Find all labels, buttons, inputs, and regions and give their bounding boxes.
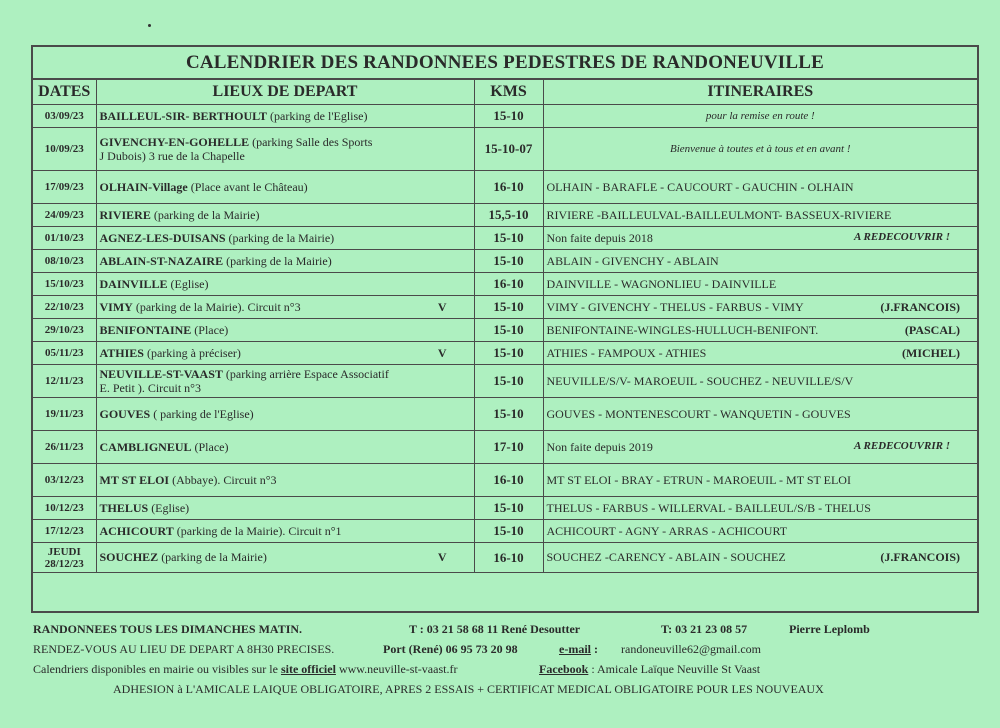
row-mark: V (437, 345, 447, 360)
page-title: CALENDRIER DES RANDONNEES PEDESTRES DE RANDONEUVILLE (33, 47, 977, 80)
row-date-cell (33, 296, 96, 319)
row-itinerary-cell (543, 342, 977, 365)
row-km: 16-10 (474, 171, 543, 204)
row-place-detail: (parking de la Mairie) (150, 207, 260, 222)
row-place-cell (96, 398, 474, 431)
row-date: 10/12/23 (44, 502, 84, 514)
row-date-cell (33, 398, 96, 431)
row-mark: V (437, 299, 447, 314)
row-date: 17/09/23 (44, 181, 84, 193)
row-place-detail: (Eglise) (167, 276, 209, 291)
table-row (33, 128, 977, 171)
row-date-cell (33, 543, 96, 573)
row-place: RIVIERE (99, 207, 151, 222)
row-itinerary: Bienvenue à toutes et à tous et en avant ! (669, 143, 851, 155)
row-place: OLHAIN-Village (99, 179, 188, 194)
row-mark: V (437, 550, 447, 564)
row-guide: (J.FRANCOIS) (880, 550, 960, 564)
row-itinerary-cell (543, 398, 977, 431)
row-itinerary: RIVIERE -BAILLEULVAL-BAILLEULMONT- BASSEUX-RIVIERE (546, 207, 892, 222)
header-lieux: LIEUX DE DEPART (96, 80, 474, 105)
row-place: AGNEZ-LES-DUISANS (99, 230, 226, 245)
row-date: 19/11/23 (44, 408, 84, 420)
row-itinerary-cell (543, 171, 977, 204)
row-place-detail: (parking arrière Espace Associatif (222, 367, 389, 381)
table-row (33, 204, 977, 227)
table-row (33, 520, 977, 543)
footer-site-url[interactable]: www.neuville-st-vaast.fr (335, 662, 458, 676)
row-date-cell (33, 273, 96, 296)
row-date: 01/10/23 (44, 232, 84, 244)
footer-contact-pierre-phone: T: 03 21 23 08 57 (661, 622, 748, 636)
row-rediscover-note: A REDECOUVRIR ! (854, 230, 950, 243)
row-date: 12/11/23 (44, 375, 84, 387)
row-place: ABLAIN-ST-NAZAIRE (99, 253, 224, 268)
row-date-cell (33, 227, 96, 250)
row-km: 17-10 (474, 431, 543, 464)
row-place-detail: (parking de l'Eglise) (267, 108, 368, 123)
row-itinerary: OLHAIN - BARAFLE - CAUCOURT - GAUCHIN - OLHAIN (546, 179, 854, 194)
row-itinerary-cell (543, 250, 977, 273)
row-place-detail: (parking Salle des Sports (249, 135, 373, 149)
row-itinerary-cell (543, 543, 977, 573)
row-place-detail: (parking de la Mairie) (223, 253, 332, 268)
row-place-detail: (parking à préciser) (143, 345, 241, 360)
row-itinerary: VIMY - GIVENCHY - THELUS - FARBUS - VIMY (546, 299, 804, 314)
row-itinerary-cell (543, 319, 977, 342)
row-itinerary-cell (543, 497, 977, 520)
row-km: 16-10 (474, 273, 543, 296)
row-km: 15,5-10 (474, 204, 543, 227)
row-date: 24/09/23 (44, 209, 84, 221)
row-place-cell (96, 319, 474, 342)
header-dates: DATES (33, 80, 96, 105)
row-place: THELUS (99, 500, 149, 515)
row-place-cell (96, 431, 474, 464)
row-place-detail: (Place avant le Château) (187, 179, 308, 194)
table-header-row (33, 80, 977, 105)
row-place: BAILLEUL-SIR- BERTHOULT (99, 108, 268, 123)
row-place-cell (96, 464, 474, 497)
row-km: 15-10 (474, 520, 543, 543)
footer-email-label: e-mail (559, 642, 591, 656)
row-place-cell (96, 520, 474, 543)
row-place: ACHICOURT (99, 523, 174, 538)
row-km: 15-10 (474, 250, 543, 273)
table-row (33, 171, 977, 204)
row-itinerary-cell (543, 365, 977, 398)
table-row (33, 273, 977, 296)
row-km: 15-10 (474, 365, 543, 398)
row-km: 15-10 (474, 296, 543, 319)
row-itinerary-cell (543, 296, 977, 319)
row-date-cell (33, 105, 96, 128)
row-itinerary: SOUCHEZ -CARENCY - ABLAIN - SOUCHEZ (546, 550, 786, 564)
row-place-detail: (Place) (191, 322, 229, 337)
row-date-cell (33, 128, 96, 171)
row-place-cell (96, 497, 474, 520)
row-itinerary: pour la remise en route ! (705, 110, 815, 122)
row-weekday: JEUDI (47, 545, 81, 558)
row-km: 15-10 (474, 319, 543, 342)
footer-email-address[interactable]: randoneuville62@gmail.com (621, 642, 762, 656)
footer-email-colon: : (591, 642, 598, 656)
footer-site-label: site officiel (280, 662, 336, 676)
row-place: SOUCHEZ (99, 550, 159, 564)
footer-port-rene: Port (René) 06 95 73 20 98 (383, 642, 518, 656)
row-date: 03/09/23 (44, 110, 84, 122)
row-place: BENIFONTAINE (99, 322, 192, 337)
row-date: 28/12/23 (44, 557, 84, 570)
row-itinerary: THELUS - FARBUS - WILLERVAL - BAILLEUL/S/B - THELUS (546, 500, 871, 515)
header-kms: KMS (474, 80, 543, 105)
row-place-detail: (parking de la Mairie). Circuit n°1 (173, 523, 342, 538)
table-row (33, 105, 977, 128)
row-itinerary-cell (543, 273, 977, 296)
row-date: 15/10/23 (44, 278, 84, 290)
footer-contact-pierre-name: Pierre Leplomb (789, 622, 870, 636)
row-date: 08/10/23 (44, 255, 84, 267)
footer-membership-note: ADHESION à L'AMICALE LAIQUE OBLIGATOIRE, APRES 2 ESSAIS + CERTIFICAT MEDICAL OBLIGATOIRE POUR LES NOUVEAUX (113, 682, 824, 696)
row-itinerary: ABLAIN - GIVENCHY - ABLAIN (546, 253, 719, 268)
row-place-detail-line2: E. Petit ). Circuit n°3 (99, 381, 201, 395)
row-date-cell (33, 365, 96, 398)
row-km: 15-10-07 (474, 128, 543, 171)
row-date-cell (33, 497, 96, 520)
row-guide: (MICHEL) (902, 345, 960, 360)
row-place-cell (96, 296, 474, 319)
table-row (33, 464, 977, 497)
row-date-cell (33, 431, 96, 464)
row-itinerary: MT ST ELOI - BRAY - ETRUN - MAROEUIL - MT ST ELOI (546, 472, 851, 487)
row-date: 10/09/23 (44, 143, 84, 155)
row-itinerary: BENIFONTAINE-WINGLES-HULLUCH-BENIFONT. (546, 322, 819, 337)
row-place-cell (96, 273, 474, 296)
row-itinerary: Non faite depuis 2019 (546, 439, 653, 454)
row-itinerary-cell (543, 227, 977, 250)
row-place-detail: ( parking de l'Eglise) (150, 406, 254, 421)
row-place-cell (96, 128, 474, 171)
row-place: MT ST ELOI (99, 472, 170, 487)
row-place: VIMY (99, 299, 133, 314)
row-km: 15-10 (474, 497, 543, 520)
table-row (33, 250, 977, 273)
row-place: ATHIES (99, 345, 144, 360)
row-itinerary-cell (543, 105, 977, 128)
table-row (33, 227, 977, 250)
table-row (33, 398, 977, 431)
row-place-detail: (parking de la Mairie) (225, 230, 335, 245)
row-itinerary-cell (543, 204, 977, 227)
row-date-cell (33, 342, 96, 365)
row-place-cell (96, 204, 474, 227)
row-place-detail: (Eglise) (148, 500, 190, 515)
row-date-cell (33, 250, 96, 273)
row-km: 16-10 (474, 543, 543, 573)
calendar-frame (31, 45, 979, 613)
row-date-cell (33, 171, 96, 204)
header-itineraires: ITINERAIRES (543, 80, 977, 105)
row-place-cell (96, 342, 474, 365)
row-place-detail: (Place) (191, 439, 229, 454)
row-itinerary-cell (543, 464, 977, 497)
footer-facebook-page[interactable]: : Amicale Laïque Neuville St Vaast (588, 662, 761, 676)
row-km: 15-10 (474, 342, 543, 365)
row-place: CAMBLIGNEUL (99, 439, 192, 454)
row-place-cell (96, 365, 474, 398)
footer-meeting-time: RENDEZ-VOUS AU LIEU DE DEPART A 8H30 PRECISES. (33, 642, 335, 656)
row-place-cell (96, 250, 474, 273)
row-date: 26/11/23 (44, 441, 84, 453)
row-place: NEUVILLE-ST-VAAST (99, 367, 223, 381)
row-itinerary-cell (543, 431, 977, 464)
row-itinerary: Non faite depuis 2018 (546, 230, 653, 245)
row-itinerary-cell (543, 520, 977, 543)
footer-schedule-note: RANDONNEES TOUS LES DIMANCHES MATIN. (33, 622, 303, 636)
row-km: 15-10 (474, 105, 543, 128)
row-place: DAINVILLE (99, 276, 168, 291)
row-place-detail: (parking de la Mairie). Circuit n°3 (132, 299, 301, 314)
row-place-cell (96, 171, 474, 204)
row-itinerary-cell (543, 128, 977, 171)
table-row (33, 543, 977, 573)
row-rediscover-note: A REDECOUVRIR ! (854, 439, 950, 452)
row-itinerary: GOUVES - MONTENESCOURT - WANQUETIN - GOUVES (546, 406, 851, 421)
row-guide: (J.FRANCOIS) (880, 299, 960, 314)
row-km: 16-10 (474, 464, 543, 497)
row-date-cell (33, 464, 96, 497)
table-row (33, 365, 977, 398)
row-itinerary: DAINVILLE - WAGNONLIEU - DAINVILLE (546, 276, 777, 291)
schedule-table (33, 80, 977, 573)
row-itinerary: ACHICOURT - AGNY - ARRAS - ACHICOURT (546, 523, 788, 538)
row-place-detail-line2: J Dubois) 3 rue de la Chapelle (99, 149, 245, 163)
row-place-cell (96, 543, 474, 573)
row-date: 29/10/23 (44, 324, 84, 336)
footer-contact-rene: T : 03 21 58 68 11 René Desoutter (409, 622, 581, 636)
table-row (33, 296, 977, 319)
row-itinerary: NEUVILLE/S/V- MAROEUIL - SOUCHEZ - NEUVILLE/S/V (546, 373, 854, 388)
row-km: 15-10 (474, 227, 543, 250)
row-place-cell (96, 227, 474, 250)
row-place: GOUVES (99, 406, 151, 421)
footer-facebook-label: Facebook (539, 662, 589, 676)
scan-speck (148, 24, 151, 27)
table-row (33, 319, 977, 342)
row-place-detail: (Abbaye). Circuit n°3 (169, 472, 277, 487)
row-date: 03/12/23 (44, 474, 84, 486)
table-row (33, 431, 977, 464)
row-date: 22/10/23 (44, 301, 84, 313)
table-row (33, 497, 977, 520)
table-row (33, 342, 977, 365)
row-place-cell (96, 105, 474, 128)
row-itinerary: ATHIES - FAMPOUX - ATHIES (546, 345, 707, 360)
row-place: GIVENCHY-EN-GOHELLE (99, 135, 250, 149)
row-date: 17/12/23 (44, 525, 84, 537)
row-km: 15-10 (474, 398, 543, 431)
row-guide: (PASCAL) (904, 322, 960, 337)
row-date: 05/11/23 (44, 347, 84, 359)
row-date-cell (33, 520, 96, 543)
row-date-cell (33, 319, 96, 342)
row-place-detail: (parking de la Mairie) (158, 550, 267, 564)
footer-calendars-note: Calendriers disponibles en mairie ou visibles sur le (33, 662, 281, 676)
row-date-cell (33, 204, 96, 227)
